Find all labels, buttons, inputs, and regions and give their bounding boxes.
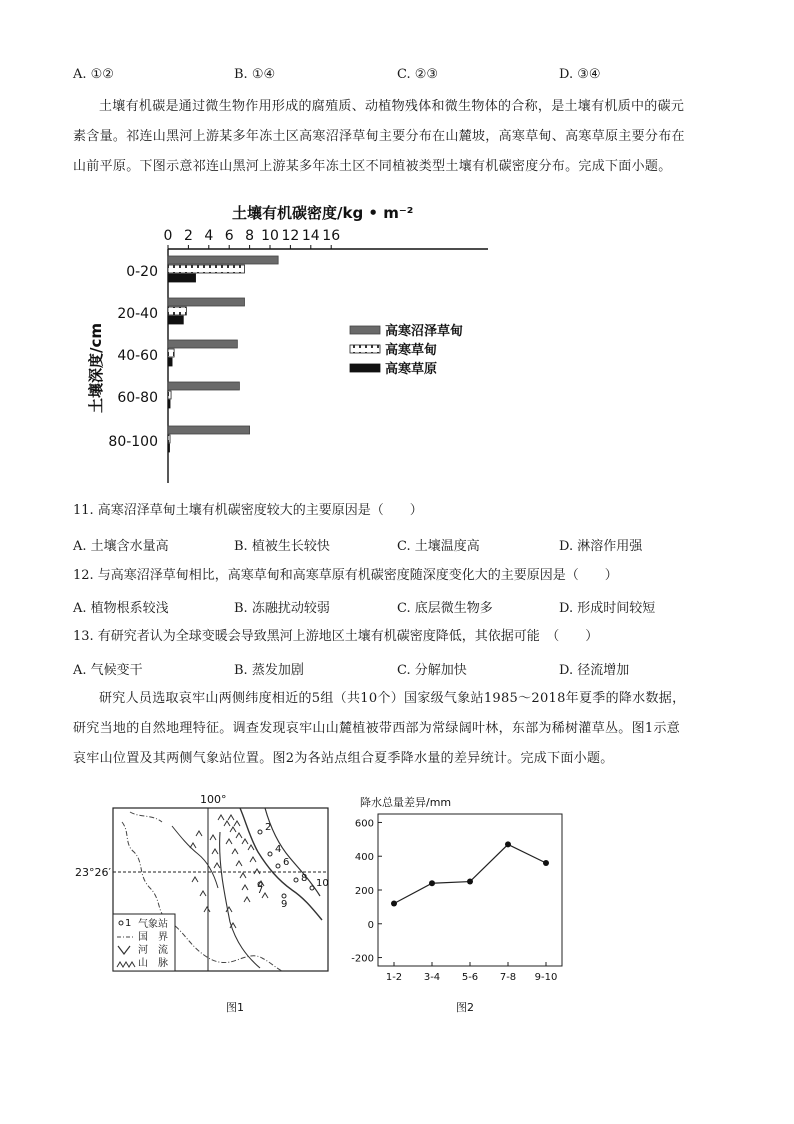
x-tick-label: 1-2 [385, 972, 403, 983]
top-option-c: C. ②③ [397, 67, 439, 82]
legend-swatch [350, 326, 380, 334]
figure-2-caption: 图2 [456, 1001, 474, 1014]
bar-高寒沼泽草甸 [168, 340, 237, 348]
top-option-a: A. ①② [73, 67, 114, 82]
river [172, 826, 218, 888]
bar-高寒沼泽草甸 [168, 382, 239, 390]
y-tick-label: 200 [354, 886, 374, 897]
legend-swatch [350, 364, 380, 372]
passage-1 [73, 97, 733, 177]
legend-label: 高寒草原 [385, 362, 438, 377]
x-tick-label: 16 [322, 228, 341, 244]
bar-高寒草原 [168, 400, 170, 408]
q12-stem: 12. 与高寒沼泽草甸相比，高寒草甸和高寒草原有机碳密度随深度变化大的主要原因是（ ） [73, 568, 618, 583]
y-axis-label: 土壤深度/cm [87, 322, 105, 413]
q13-stem: 13. 有研究者认为全球变暖会导致黑河上游地区土壤有机碳密度降低，其依据可能 （ ） [73, 629, 599, 644]
bar-高寒草原 [168, 316, 183, 324]
station-number: 10 [316, 878, 329, 889]
data-point [505, 841, 511, 847]
chart2-title: 降水总量差异/mm [360, 796, 452, 809]
station-number: 2 [265, 822, 272, 833]
bar-高寒沼泽草甸 [168, 426, 250, 434]
legend-border: 国 界 [138, 932, 168, 943]
bar-高寒草甸 [168, 435, 170, 443]
mountain-range [190, 815, 268, 928]
x-tick-label: 8 [245, 228, 255, 244]
y-tick-label: 400 [354, 852, 374, 864]
top-option-b: B. ①④ [234, 67, 276, 82]
legend-station: 气象站 [138, 919, 168, 930]
x-tick-label: 3-4 [423, 972, 441, 983]
bar-高寒草甸 [168, 349, 174, 357]
station-number: 4 [275, 844, 282, 855]
q12-option-d: D. 形成时间较短 [559, 601, 656, 616]
bar-高寒沼泽草甸 [168, 298, 245, 306]
q11-stem: 11. 高寒沼泽草甸土壤有机碳密度较大的主要原因是（ ） [73, 503, 423, 518]
x-tick-label: 7-8 [499, 972, 517, 983]
station-number: 8 [301, 873, 308, 884]
bar-高寒草原 [168, 444, 170, 452]
depth-label: 20-40 [117, 306, 158, 322]
passage-2-line: 研究当地的自然地理特征。调查发现哀牢山山麓植被带西部为常绿阔叶林，东部为稀树灌草丛。图1示意 [73, 721, 681, 736]
station-number: 6 [283, 857, 290, 868]
data-point [429, 880, 435, 886]
passage-1-line: 山前平原。下图示意祁连山黑河上游某多年冻土区不同植被类型土壤有机碳密度分布。完成下面小题。 [73, 159, 672, 174]
data-point [391, 901, 397, 907]
station-number: 7 [257, 885, 264, 896]
q13-option-d: D. 径流增加 [559, 663, 630, 678]
river [265, 808, 320, 896]
latitude-label: 23°26′ [75, 866, 111, 879]
soil-carbon-chart [80, 198, 500, 490]
q11-option-d: D. 淋溶作用强 [559, 539, 643, 554]
legend-label: 高寒草甸 [385, 343, 438, 358]
q11-option-a: A. 土壤含水量高 [73, 539, 169, 554]
y-tick-label: 0 [367, 919, 374, 931]
passage-2-line: 哀牢山位置及其两侧气象站位置。图2为各站点组合夏季降水量的差异统计。完成下面小题。 [73, 751, 614, 766]
chart2-frame [378, 814, 562, 966]
x-tick-label: 2 [183, 228, 193, 244]
q12-option-a: A. 植物根系较浅 [73, 601, 169, 616]
x-tick-label: 10 [261, 228, 279, 244]
depth-label: 80-100 [108, 434, 158, 450]
precip-diff-chart [340, 792, 570, 1024]
q13-option-a: A. 气候变干 [73, 663, 143, 678]
passage-2 [73, 689, 743, 769]
depth-label: 60-80 [117, 390, 158, 406]
data-point [543, 860, 549, 866]
figure-1-caption: 图1 [226, 1001, 244, 1014]
q12-option-b: B. 冻融扰动较弱 [234, 601, 330, 616]
top-option-d: D. ③④ [559, 67, 601, 82]
x-tick-label: 6 [224, 228, 234, 244]
x-tick-label: 5-6 [461, 972, 479, 983]
bar-高寒沼泽草甸 [168, 256, 278, 264]
q13-option-c: C. 分解加快 [397, 663, 467, 678]
longitude-label: 100° [200, 793, 227, 806]
q11-option-b: B. 植被生长较快 [234, 539, 330, 554]
national-border [130, 812, 162, 822]
x-tick-label: 14 [301, 228, 320, 244]
precip-diff-line [394, 844, 546, 903]
x-tick-label: 0 [163, 228, 173, 244]
legend-swatch [350, 345, 380, 353]
y-tick-label: 600 [354, 818, 374, 830]
y-tick-label: -200 [351, 953, 374, 965]
q13-option-b: B. 蒸发加剧 [234, 663, 304, 678]
bar-高寒草原 [168, 274, 196, 282]
passage-1-line: 素含量。祁连山黑河上游某多年冻土区高寒沼泽草甸主要分布在山麓坡，高寒草甸、高寒草原主要分布在 [73, 129, 685, 144]
x-tick-label: 12 [281, 228, 300, 244]
station-number: 9 [281, 899, 288, 910]
data-point [467, 879, 473, 885]
q12-option-c: C. 底层微生物多 [397, 601, 493, 616]
bar-高寒草甸 [168, 391, 171, 399]
ailao-map [75, 792, 340, 1024]
bar-高寒草甸 [168, 265, 245, 273]
q11-option-c: C. 土壤温度高 [397, 539, 480, 554]
x-tick-label: 4 [204, 228, 214, 244]
bar-高寒草原 [168, 358, 172, 366]
chart-title: 土壤有机碳密度/kg • m⁻² [232, 204, 414, 222]
legend-mountain: 山 脉 [138, 958, 168, 969]
legend-label: 高寒沼泽草甸 [385, 324, 464, 339]
depth-label: 40-60 [117, 348, 158, 364]
x-tick-label: 9-10 [534, 972, 558, 983]
legend-river: 河 流 [138, 945, 168, 956]
bar-高寒草甸 [168, 307, 186, 315]
river [220, 832, 260, 968]
depth-label: 0-20 [126, 264, 158, 280]
passage-2-line: 研究人员选取哀牢山两侧纬度相近的5组（共10个）国家级气象站1985～2018年夏季的降水数据， [99, 691, 686, 706]
passage-1-line: 土壤有机碳是通过微生物作用形成的腐殖质、动植物残体和微生物体的合称，是土壤有机质中的碳元 [99, 99, 685, 114]
legend-station-number: 1 [125, 918, 132, 929]
